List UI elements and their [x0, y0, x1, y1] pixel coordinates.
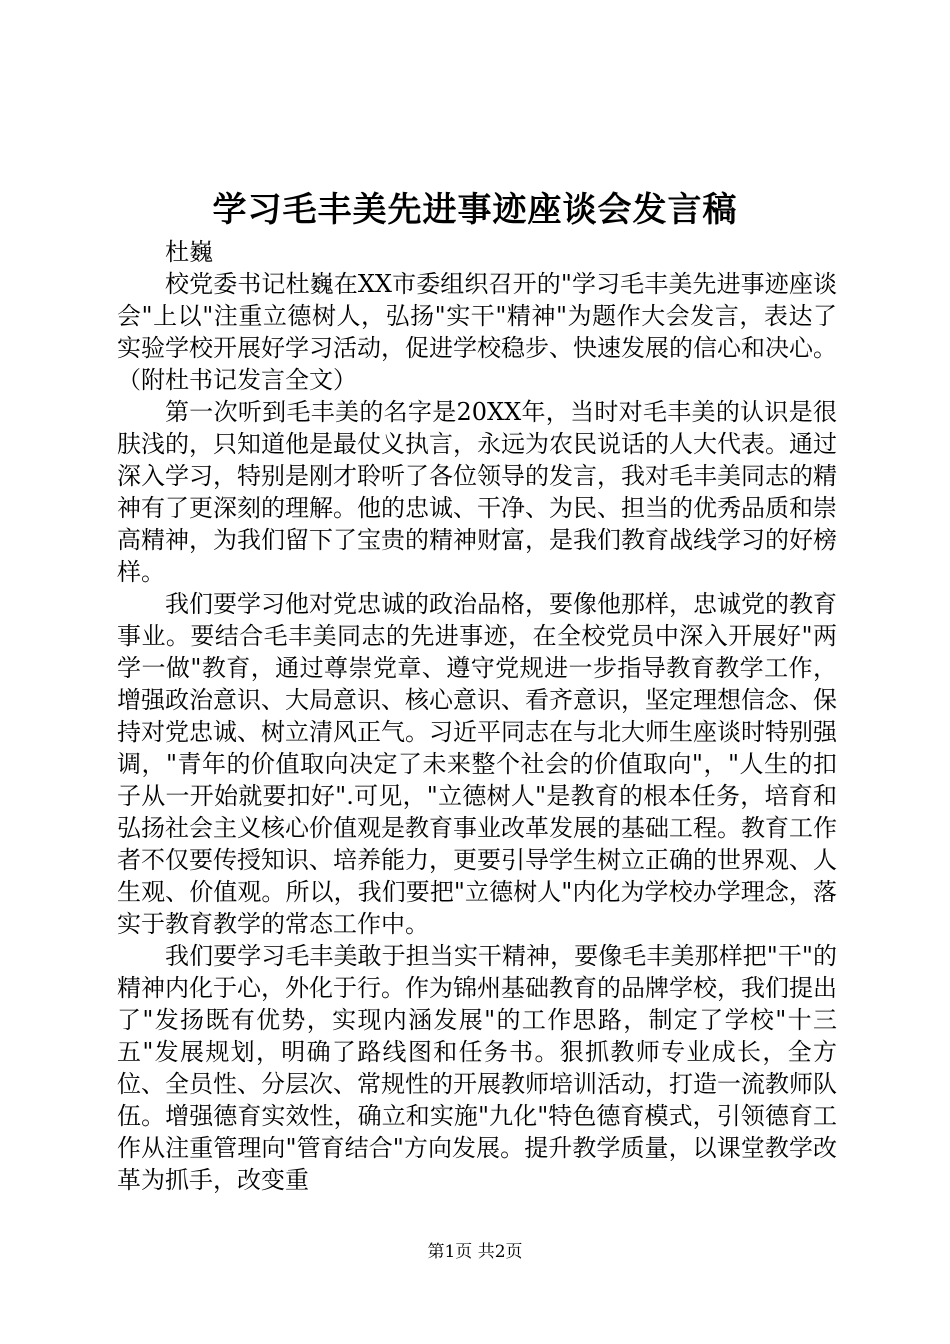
- paragraph-4: 我们要学习毛丰美敢于担当实干精神，要像毛丰美那样把"干"的精神内化于心，外化于行。作为锦州基础教育的品牌学校，我们提出了"发扬既有优势，实现内涵发展"的工作思路，制定了学校"十三五"发展规划，明确了路线图和任务书。狠抓教师专业成长，全方位、全员性、分层次、常规性的开展教师培训活动，打造一流教师队伍。增强德育实效性，确立和实施"九化"特色德育模式，引领德育工作从注重管理向"管育结合"方向发展。提升教学质量，以课堂教学改革为抓手，改变重: [117, 942, 837, 1194]
- paragraph-2: 第一次听到毛丰美的名字是20XX年，当时对毛丰美的认识是很肤浅的，只知道他是最仗义执言，永远为农民说话的人大代表。通过深入学习，特别是刚才聆听了各位领导的发言，我对毛丰美同志的精神有了更深刻的理解。他的忠诚、干净、为民、担当的优秀品质和崇高精神，为我们留下了宝贵的精神财富，是我们教育战线学习的好榜样。: [117, 398, 837, 586]
- page-indicator: 第1页 共2页: [427, 1242, 523, 1262]
- paragraph-1: 校党委书记杜巍在XX市委组织召开的"学习毛丰美先进事迹座谈会"上以"注重立德树人，弘扬"实干"精神"为题作大会发言，表达了实验学校开展好学习活动，促进学校稳步、快速发展的信心和决心。（附杜书记发言全文）: [117, 270, 837, 394]
- document-title: 学习毛丰美先进事迹座谈会发言稿: [212, 190, 738, 230]
- document-body: [117, 236, 837, 1196]
- author-line: 杜巍: [165, 238, 213, 266]
- paragraph-3: 我们要学习他对党忠诚的政治品格，要像他那样，忠诚党的教育事业。要结合毛丰美同志的先进事迹，在全校党员中深入开展好"两学一做"教育，通过尊崇党章、遵守党规进一步指导教育教学工作，增强政治意识、大局意识、核心意识、看齐意识，坚定理想信念、保持对党忠诚、树立清风正气。习近平同志在与北大师生座谈时特别强调，"青年的价值取向决定了未来整个社会的价值取向"，"人生的扣子从一开始就要扣好".可见，"立德树人"是教育的根本任务，培育和弘扬社会主义核心价值观是教育事业改革发展的基础工程。教育工作者不仅要传授知识、培养能力，更要引导学生树立正确的世界观、人生观、价值观。所以，我们要把"立德树人"内化为学校办学理念，落实于教育教学的常态工作中。: [117, 590, 837, 938]
